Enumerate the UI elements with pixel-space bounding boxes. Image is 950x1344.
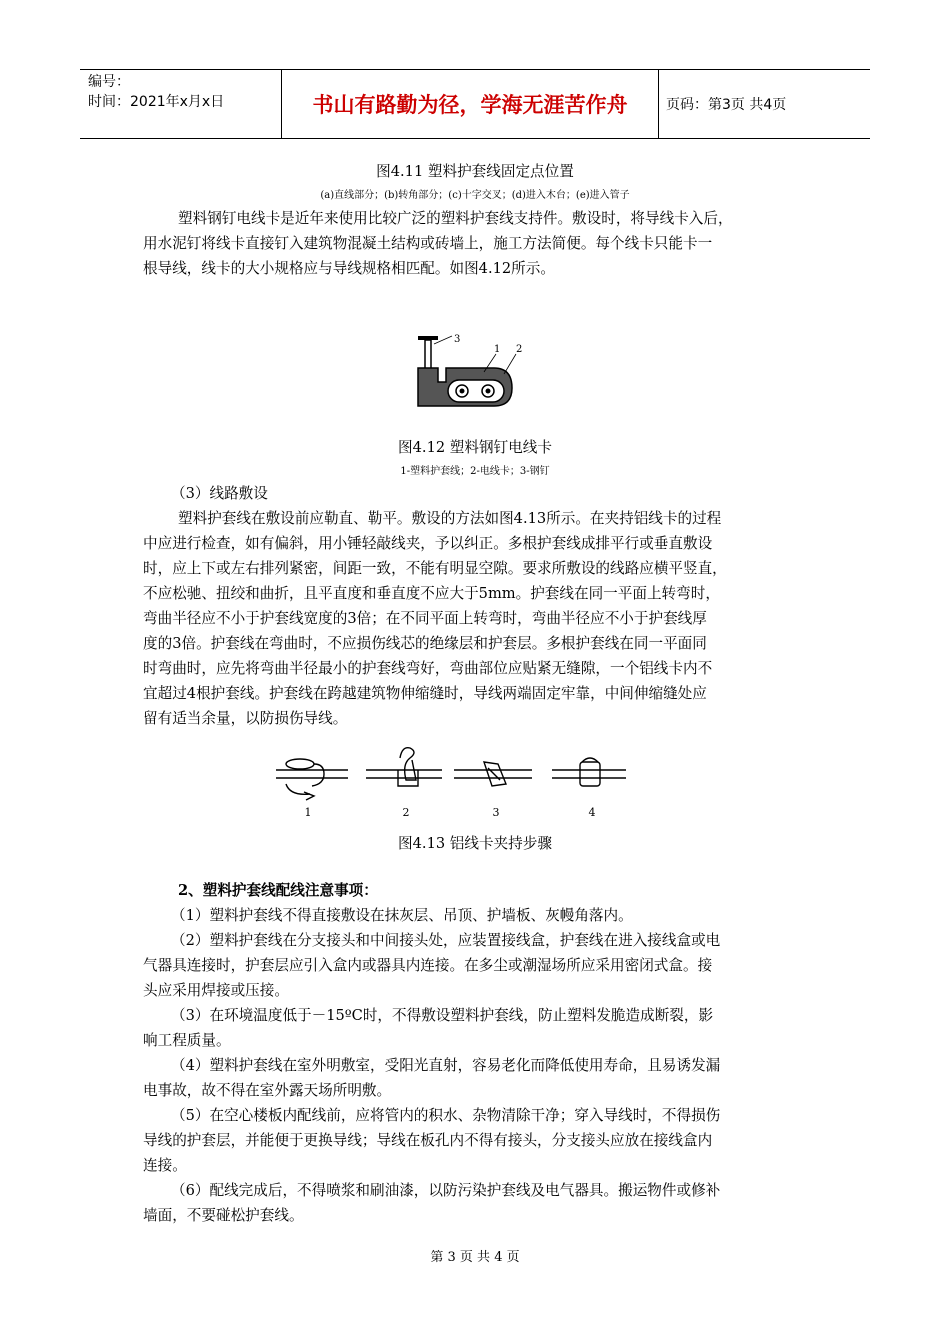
step-label: 1 [304,806,312,819]
wire-core-center [486,389,491,394]
label-wire: 1 [494,344,501,355]
header-meta [80,70,282,138]
wire-clip-figure [412,330,542,410]
header-motto: 书山有路勤为径，学海无涯苦作舟 [282,70,659,138]
note-line: （5）在空心楼板内配线前，应将管内的积水、杂物清除干净；穿入导线时，不得损伤 [171,1107,721,1124]
para2-line: 时弯曲时，应先将弯曲半径最小的护套线弯好，弯曲部位应贴紧无缝隙，一个铝线卡内不 [143,660,713,677]
fig411-caption: 图4.11 塑料护套线固定点位置 [376,163,574,180]
note-line: 导线的护套层，并能便于更换导线；导线在板孔内不得有接头，分支接头应放在接线盒内 [143,1132,713,1149]
fig412-subcaption: 1-塑料护套线；2-电线卡；3-钢钉 [400,466,550,477]
fig412-caption: 图4.12 塑料钢钉电线卡 [398,439,552,456]
fig411-subcaption: (a)直线部分；(b)转角部分；(c)十字交叉；(d)进入木台；(e)进入管子 [320,190,630,201]
note-line: 响工程质量。 [143,1032,231,1049]
para2-line: 塑料护套线在敷设前应勒直、勒平。敷设的方法如图4.13所示。在夹持铝线卡的过程 [178,510,722,527]
section-heading: （3）线路敷设 [171,485,268,502]
note-line: 头应采用焊接或压接。 [143,982,289,999]
para1-line: 根导线，线卡的大小规格应与导线规格相匹配。如图4.12所示。 [143,260,555,277]
step-label: 4 [588,806,596,819]
fig413-caption: 图4.13 铝线卡夹持步骤 [398,835,552,852]
para2-line: 弯曲半径应不小于护套线宽度的3倍；在不同平面上转弯时，弯曲半径应不小于护套线厚 [143,610,707,627]
page-footer: 第 3 页 共 4 页 [430,1250,520,1265]
para1-line: 用水泥钉将线卡直接钉入建筑物混凝土结构或砖墙上，施工方法简便。每个线卡只能卡一 [143,235,713,252]
leader-line [504,354,516,374]
para1-line: 塑料钢钉电线卡是近年来使用比较广泛的塑料护套线支持件。敷设时，将导线卡入后， [178,210,733,227]
step-2-drawing [366,748,442,786]
step-3-drawing [454,762,532,786]
section-heading: 2、塑料护套线配线注意事项： [178,882,378,899]
note-line: 电事故，故不得在室外露天场所明敷。 [143,1082,392,1099]
para2-line: 时，应上下或左右排列紧密，间距一致，不能有明显空隙。要求所敷设的线路应横平竖直， [143,560,727,577]
para2-line: 度的3倍。护套线在弯曲时，不应损伤线芯的绝缘层和护套层。多根护套线在同一平面同 [143,635,707,652]
step-label: 2 [402,806,410,819]
para2-line: 宜超过4根护套线。护套线在跨越建筑物伸缩缝时，导线两端固定牢靠，中间伸缩缝处应 [143,685,707,702]
header-page-label: 页码：第3页 共4页 [666,97,787,113]
para2-line: 不应松驰、扭绞和曲折，且平直度和垂直度不应大于5mm。护套线在同一平面上转弯时， [143,585,720,602]
doc-date-label: 时间：2021年x月x日 [88,94,225,110]
clip-steps-figure [270,740,630,822]
step-4-drawing [552,758,626,786]
step-1-drawing [276,759,348,800]
note-line: （4）塑料护套线在室外明敷室，受阳光直射，容易老化而降低使用寿命，且易诱发漏 [171,1057,721,1074]
step-label: 3 [492,806,500,819]
note-line: （2）塑料护套线在分支接头和中间接头处，应装置接线盒，护套线在进入接线盒或电 [171,932,721,949]
label-nail: 3 [454,334,461,345]
note-line: （1）塑料护套线不得直接敷设在抹灰层、吊顶、护墙板、灰幔角落内。 [171,907,633,924]
note-line: 连接。 [143,1157,187,1174]
note-line: 气器具连接时，护套层应引入盒内或器具内连接。在多尘或潮湿场所应采用密闭式盒。接 [143,957,713,974]
note-line: （3）在环境温度低于－15ºC时，不得敷设塑料护套线，防止塑料发脆造成断裂，影 [171,1007,714,1024]
wire-core-center [460,389,465,394]
doc-number-label: 编号： [88,74,130,90]
page-header [80,69,870,139]
para2-line: 中应进行检查，如有偏斜，用小锤轻敲线夹，予以纠正。多根护套线成排平行或垂直敷设 [143,535,713,552]
note-line: 墙面，不要碰松护套线。 [143,1207,304,1224]
label-clip: 2 [516,344,523,355]
note-line: （6）配线完成后，不得喷浆和刷油漆，以防污染护套线及电气器具。搬运物件或修补 [171,1182,721,1199]
para2-line: 留有适当余量，以防损伤导线。 [143,710,348,727]
